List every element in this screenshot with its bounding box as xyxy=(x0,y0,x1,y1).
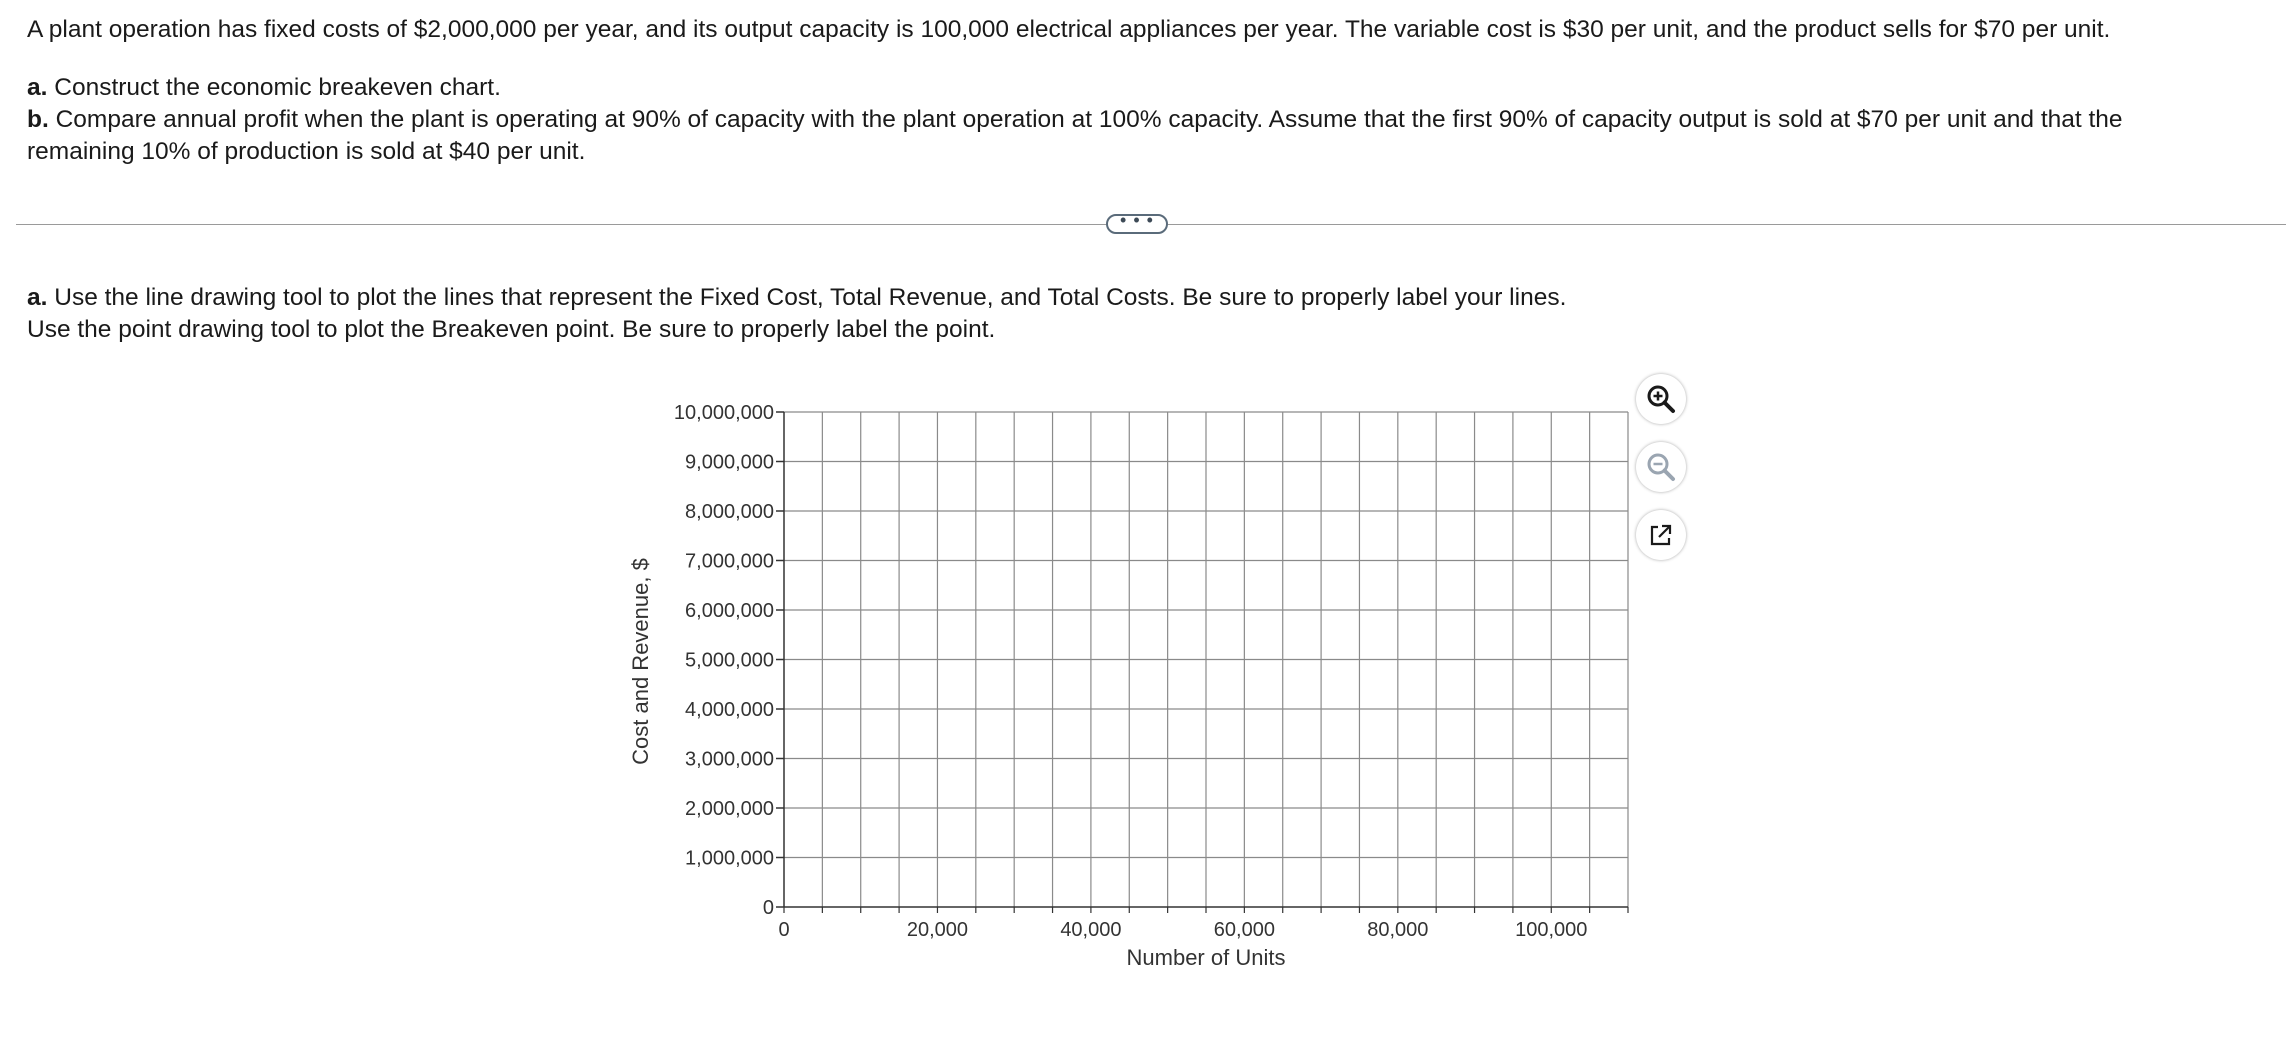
external-link-icon xyxy=(1646,520,1676,550)
chart-grid xyxy=(784,412,1628,907)
part-b-label: b. xyxy=(27,106,49,133)
x-tick-label: 20,000 xyxy=(906,919,969,941)
x-tick-label: 0 xyxy=(778,919,790,941)
y-tick-label: 3,000,000 xyxy=(685,748,774,771)
popout-button[interactable] xyxy=(1636,510,1686,560)
instructions-line2: Use the point drawing tool to plot the Breakeven point. Be sure to properly label the point. xyxy=(27,316,996,343)
y-tick-label: 6,000,000 xyxy=(685,600,774,622)
instructions-text-line1: Use the line drawing tool to plot the lines that represent the Fixed Cost, Total Revenue, and Total Costs. Be sure to properly label your lines. xyxy=(47,284,1567,311)
y-axis-title: Cost and Revenue, $ xyxy=(628,558,653,765)
part-a-label: a. xyxy=(27,74,48,101)
zoom-in-button[interactable] xyxy=(1636,374,1686,424)
y-tick-label: 8,000,000 xyxy=(685,501,774,523)
chart-ticks xyxy=(674,402,1628,941)
x-axis-title: Number of Units xyxy=(1126,945,1286,970)
zoom-out-button[interactable] xyxy=(1636,442,1686,492)
y-tick-label: 9,000,000 xyxy=(685,451,774,474)
x-tick-label: 100,000 xyxy=(1515,919,1588,941)
expand-button-label: • • • xyxy=(1120,210,1154,230)
y-tick-label: 10,000,000 xyxy=(673,402,774,424)
y-tick-label: 5,000,000 xyxy=(685,649,774,672)
y-tick-label: 4,000,000 xyxy=(685,699,774,721)
problem-intro: A plant operation has fixed costs of $2,000,000 per year, and its output capacity is 100,000 electrical appliances per year. The variable cost is $30 per unit, and the product sells for $70 per unit. xyxy=(27,16,2111,43)
y-tick-label: 2,000,000 xyxy=(685,798,774,820)
part-b-text-line1: Compare annual profit when the plant is operating at 90% of capacity with the plant operation at 100% capacity. Assume that the first 90% of capacity output is sold at $70 per unit and that the xyxy=(48,106,2123,133)
x-tick-label: 60,000 xyxy=(1213,919,1275,941)
zoom-in-icon xyxy=(1645,383,1677,415)
zoom-out-icon xyxy=(1645,451,1677,483)
y-tick-label: 1,000,000 xyxy=(685,847,774,870)
part-a-text: Construct the economic breakeven chart. xyxy=(47,74,501,101)
y-tick-label: 7,000,000 xyxy=(685,550,774,573)
y-tick-label: 0 xyxy=(762,897,774,919)
part-b-text-line2: remaining 10% of production is sold at $40 per unit. xyxy=(27,138,586,165)
x-tick-label: 40,000 xyxy=(1060,919,1122,941)
x-tick-label: 80,000 xyxy=(1367,919,1429,941)
instructions-label: a. xyxy=(27,284,48,311)
